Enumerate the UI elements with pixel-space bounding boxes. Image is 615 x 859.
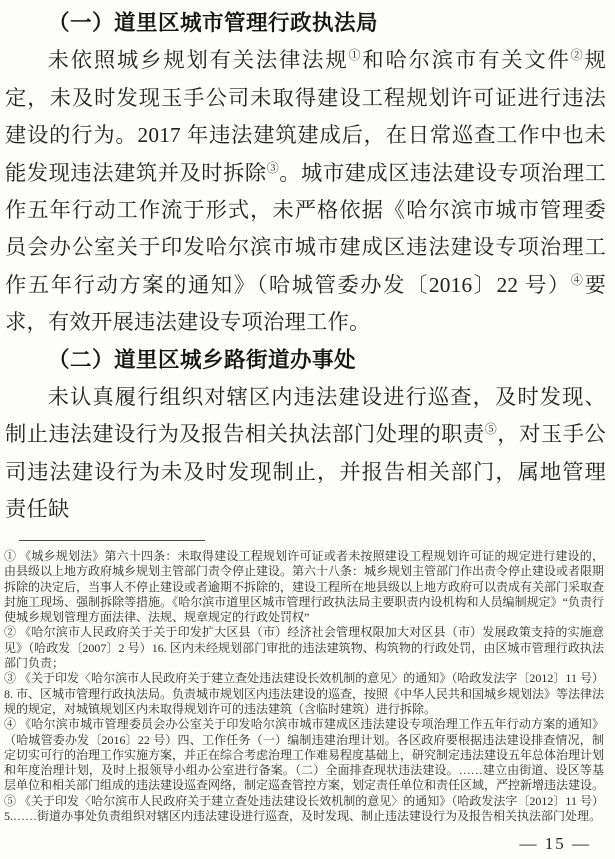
footnotes-section — [4, 533, 604, 824]
footnote-separator — [19, 540, 205, 541]
footnote-ref: ③ — [266, 160, 280, 175]
footnote-ref: ④ — [570, 272, 585, 287]
footnote-ref: ① — [348, 48, 363, 63]
document-body — [5, 5, 606, 529]
footnote-ref: ⑤ — [484, 422, 498, 437]
section-1-paragraph: 未依照城乡规划有关法律法规①和哈尔滨市有关文件②规定，未及时发现玉手公司未取得建设工程规划许可证进行违法建设的行为。2017 年违法建筑建成后，在日常巡查工作中也未能发现违法建筑并及时拆除③。城市建成区违法建设专项治理工作五年行动工作流于形式，未严格依据《哈尔滨市城市管理委员会办公室关于印发哈尔滨市城市建成区违法建设专项治理工作五年行动方案的通知》（哈城管委办发〔2016〕22 号）④要求，有效开展违法建设专项治理工作。 — [5, 48, 607, 335]
footnote-item: ⑤ 《关于印发〈哈尔滨市人民政府关于建立查处违法建设长效机制的意见〉的通知》（哈政发法字〔2012〕11 号）5.……街道办事处负责组织对辖区内违法建设进行巡查，及时发现、制止违法建设行为及报告相关执法部门处理。 — [4, 793, 604, 824]
footnote-item: ② 《哈尔滨市人民政府关于关于印发扩大区县（市）经济社会管理权限加大对区县（市）发展政策支持的实施意见》（哈政发〔2007〕2 号）16. 区内未经规划部门审批的违法建筑物、构筑物的行政处罚，由区城市管理行政执法部门负责； — [4, 625, 604, 671]
footnote-marker: ③ — [4, 671, 17, 686]
page-number: — 15 — — [519, 834, 591, 853]
footnote-list — [4, 549, 604, 824]
section-2-heading: （二）道里区城乡路街道办事处 — [48, 347, 357, 372]
footnote-item: ③ 《关于印发〈哈尔滨市人民政府关于建立查处违法建设长效机制的意见〉的通知》（哈政发法字〔2012〕11 号）8. 市、区城市管理行政执法局。负责城市规划区内违法建设的巡查，按照《中华人民共和国城乡规划法》等法律法规的规定，对城镇规划区内未取得规划许可的违法建筑（含临时建筑）进行拆除。 — [4, 671, 605, 716]
footnote-marker: ④ — [4, 717, 17, 732]
footnote-ref: ② — [570, 48, 585, 63]
footnote-item: ① 《城乡规划法》第六十四条：未取得建设工程规划许可证或者未按照建设工程规划许可证的规定进行建设的，由县级以上地方政府城乡规划主管部门责令停止建设。第六十八条：城乡规划主管部门作出责令停止建设或者限期拆除的决定后，当事人不停止建设或者逾期不拆除的，建设工程所在地县级以上地方政府可以责成有关部门采取查封施工现场、强制拆除等措施。《哈尔滨市道里区城市管理行政执法局主要职责内设机构和人员编制规定》“负责行使城乡规划管理方面法律、法规、规章规定的行政处罚权” — [4, 549, 605, 625]
footnote-marker: ① — [4, 549, 17, 563]
footnote-marker: ⑤ — [4, 793, 17, 808]
section-1-heading: （一）道里区城市管理行政执法局 — [48, 11, 379, 35]
footnote-marker: ② — [4, 625, 17, 640]
footnote-item: ④ 《哈尔滨市城市管理委员会办公室关于印发哈尔滨市城市建成区违法建设专项治理工作五年行动方案的通知》（哈城管委办发〔2016〕22 号）四、工作任务（一）编制违建治理计划。各区政府要根据违法建设排查情况，制定切实可行的治理工作实施方案，并正在综合考虑治理工作难易程度基础上，研究制定违法建设五年总体治理计划和年度治理计划，及时上报领导小组办公室进行备案。（二）全面排查现状违法建设。……建立由街道、设区等基层单位和相关部门组成的违法建设巡查网络，制定巡查管控方案，划定责任单位和责任区域，严控新增违法建设。 — [4, 717, 605, 793]
section-2-paragraph: 未认真履行组织对辖区内违法建设进行巡查，及时发现、制止违法建设行为及报告相关执法部门处理的职责⑤，对玉手公司违法建设行为未及时发现制止，并报告相关部门，属地管理责任缺 — [5, 385, 606, 522]
